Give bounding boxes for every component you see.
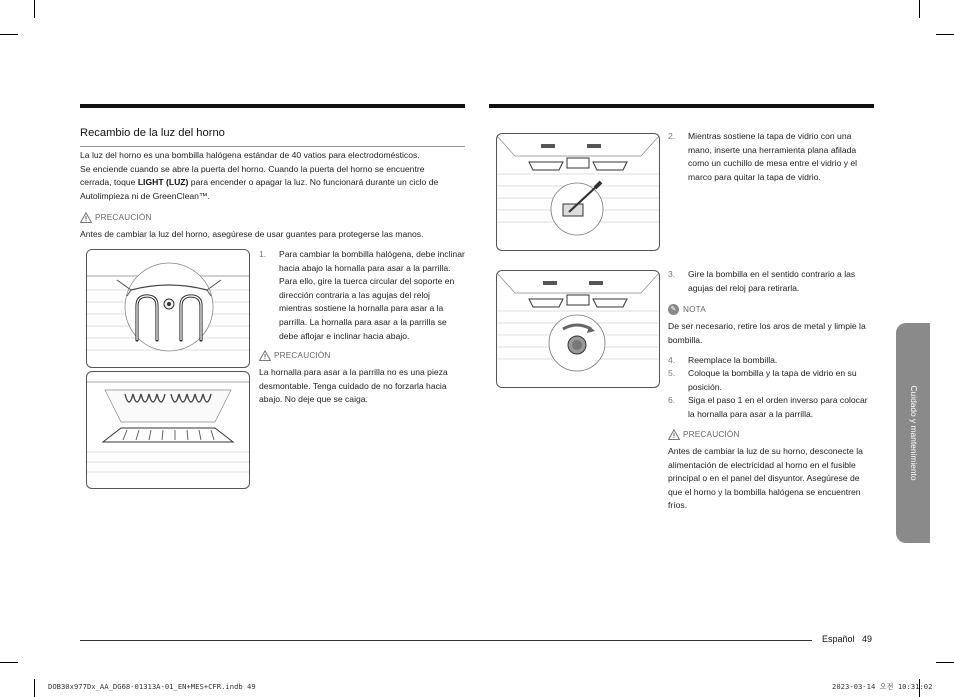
figure-broil-element-tilted (86, 371, 250, 489)
step-number: 3. (668, 269, 676, 279)
footer-language: Español (822, 634, 855, 644)
step-6 (668, 394, 874, 421)
warning-triangle-icon (259, 350, 271, 361)
caution-heading (259, 349, 331, 363)
step-text: Para cambiar la bombilla halógena, debe inclinar hacia abajo la hornalla para asar a la parrilla. Para ello, gire la tuerca circular del soporte en dirección contraria a las agujas del reloj mientras sostiene la hornalla para asar a la parrilla. La hornalla para asar a la parrilla se debe aflojar e inclinar hacia abajo. (279, 249, 465, 341)
figure-remove-glass-cover (496, 133, 660, 251)
step-text: Siga el paso 1 en el orden inverso para colocar la hornalla para asar a la parrilla. (688, 395, 868, 419)
note-icon: ✎ (668, 304, 679, 315)
step-text: Coloque la bombilla y la tapa de vidrio en su posición. (688, 368, 857, 392)
caution-text: La hornalla para asar a la parrilla no es una pieza desmontable. Tenga cuidado de no forzarla hacia abajo. No deje que se caiga. (259, 367, 448, 405)
intro-line: Autolimpieza ni de GreenClean™. (80, 190, 210, 201)
print-imprint-file: DOB30x977Dx_AA_DG68-01313A-01_EN+MES+CFR.indb 49 (48, 682, 256, 691)
title-underline (80, 146, 465, 147)
section-title: Recambio de la luz del horno (80, 127, 225, 139)
intro-line: Se enciende cuando se abre la puerta del horno. Cuando la puerta del horno se encuentre (80, 163, 425, 174)
step-5 (668, 367, 874, 394)
caution-label: PRECAUCIÓN (274, 351, 331, 360)
note-heading (668, 303, 706, 317)
oven-interior-illustration (87, 250, 249, 367)
figure-broil-element-loosen (86, 249, 250, 368)
step-number: 5. (668, 368, 676, 378)
crop-mark (0, 34, 18, 35)
step-number: 6. (668, 395, 676, 405)
page-number: 49 (862, 634, 873, 644)
figure-rotate-bulb (496, 270, 660, 388)
step-number: 1. (259, 249, 267, 259)
step-text: Reemplace la bombilla. (688, 355, 778, 365)
step-number: 2. (668, 131, 676, 141)
step-text: Mientras sostiene la tapa de vidrio con una mano, inserte una herramienta plana afilada como un cuchillo de mesa entre el vidrio y el marco para quitar la tapa de vidrio. (688, 131, 858, 182)
crop-mark (34, 0, 35, 18)
warning-triangle-icon (80, 212, 92, 223)
step-3 (668, 268, 874, 295)
chapter-side-tab (896, 323, 930, 543)
crop-mark (0, 662, 18, 663)
step-number: 4. (668, 355, 676, 365)
step-2 (668, 130, 874, 184)
caution-text: Antes de cambiar la luz de su horno, desconecte la alimentación de electricidad al horno en el fusible principal o en el panel del disyuntor. Asegúrese de que el horno y la bombilla halógena se encuentren fríos. (668, 446, 863, 511)
crop-mark (936, 662, 954, 663)
step-text: Gire la bombilla en el sentido contrario a las agujas del reloj para retirarla. (688, 269, 856, 293)
bulb-removal-illustration (497, 271, 659, 387)
caution-heading (80, 211, 152, 225)
intro-line: cerrada, toque LIGHT (LUZ) para encender o apagar la luz. No funcionará durante un ciclo de (80, 177, 439, 188)
crop-mark (34, 679, 35, 697)
caution-text: Antes de cambiar la luz del horno, asegúrese de usar guantes para protegerse las manos. (80, 229, 424, 239)
intro-paragraph (80, 149, 470, 203)
light-key-label: LIGHT (LUZ) (137, 177, 189, 188)
note-label: NOTA (683, 305, 706, 314)
step-1 (259, 248, 465, 343)
caution-label: PRECAUCIÓN (95, 213, 152, 222)
crop-mark (936, 34, 954, 35)
footer-rule (80, 640, 812, 641)
print-imprint-date: 2023-03-14 오전 10:31:02 (832, 682, 933, 691)
chapter-side-tab-label: Cuidado y mantenimiento (908, 385, 919, 481)
note-text: De ser necesario, retire los aros de metal y limpie la bombilla. (668, 321, 866, 345)
footer-page-info (822, 633, 872, 647)
crop-mark (919, 0, 920, 18)
column-rule-right (489, 104, 874, 108)
caution-heading (668, 428, 740, 442)
column-rule-left (80, 104, 465, 108)
caution-label: PRECAUCIÓN (683, 430, 740, 439)
step-4 (668, 354, 874, 368)
glass-cover-illustration (497, 134, 659, 250)
warning-triangle-icon (668, 429, 680, 440)
oven-tilt-illustration (87, 372, 249, 488)
intro-line: La luz del horno es una bombilla halógena estándar de 40 vatios para electrodomésticos. (80, 150, 420, 160)
